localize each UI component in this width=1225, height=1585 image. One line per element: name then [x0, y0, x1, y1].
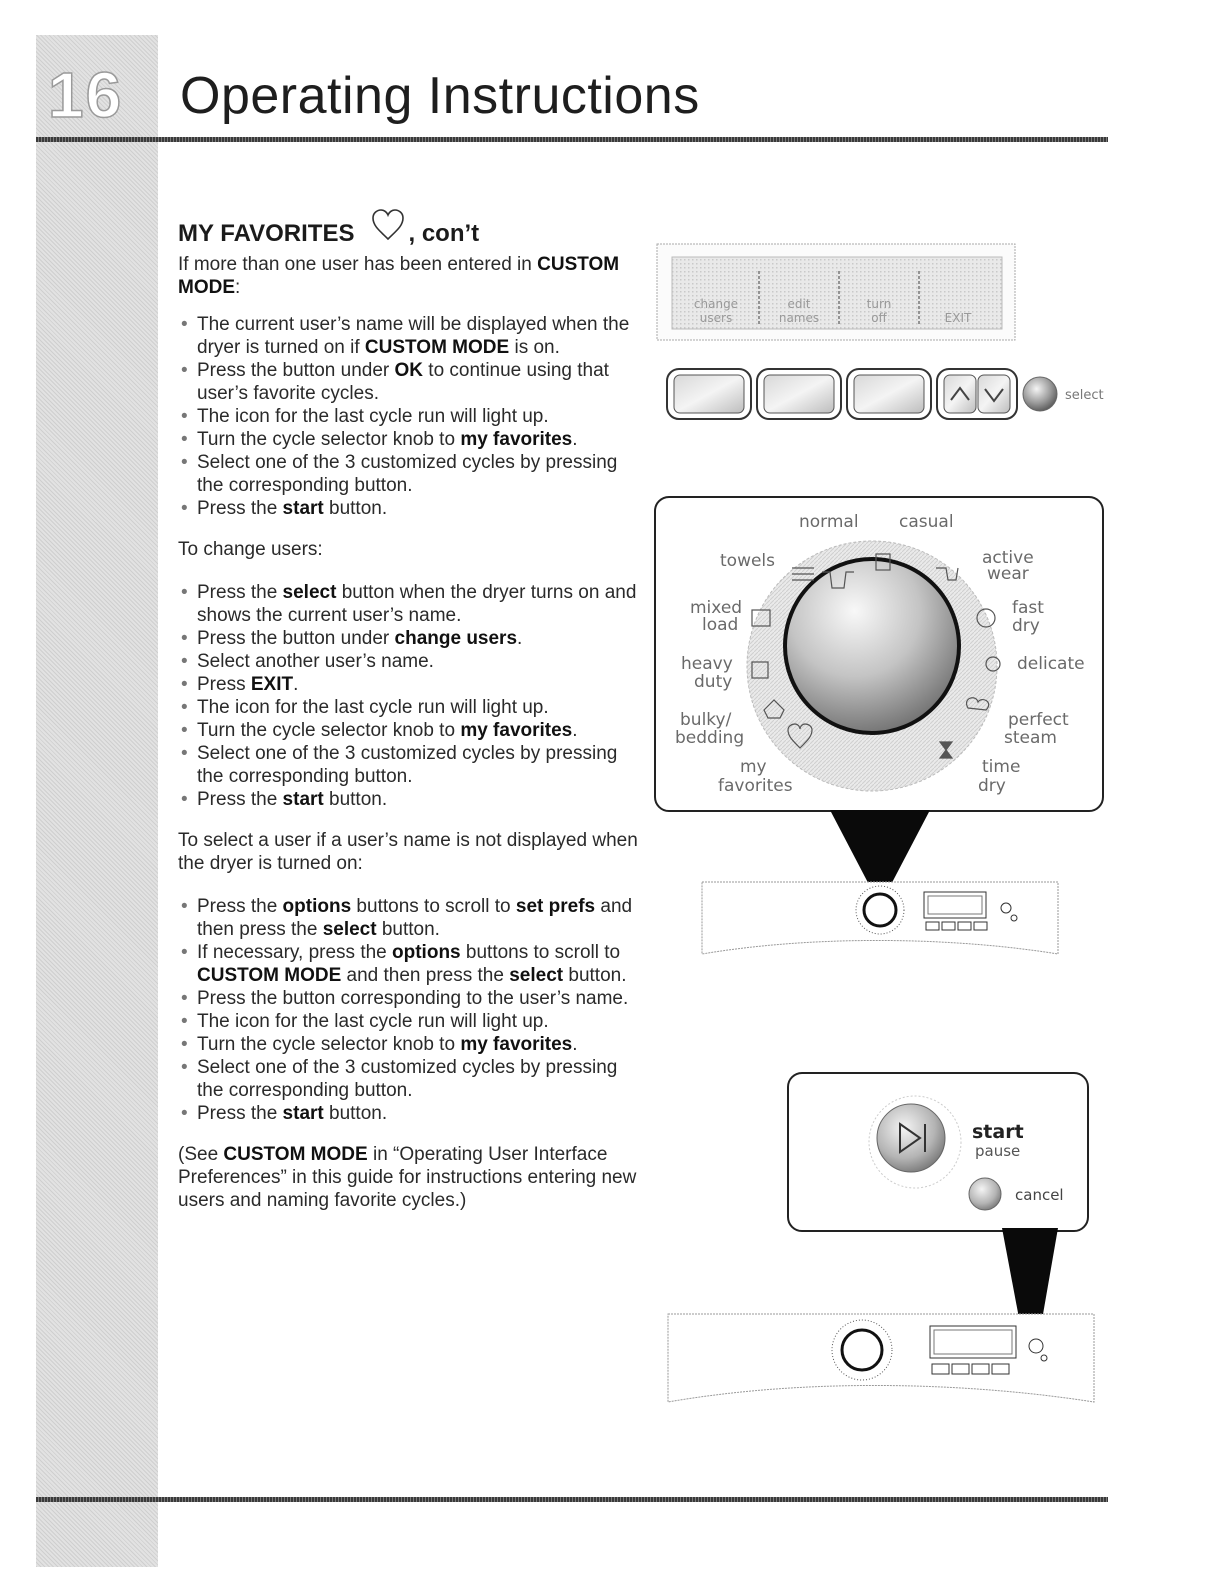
intro-paragraph: If more than one user has been entered in CUSTOM MODE: — [178, 254, 620, 298]
option-edit-names-l1: edit — [787, 297, 811, 311]
label-time-dry: dry — [978, 776, 1006, 796]
start-pause-button[interactable] — [877, 1104, 945, 1172]
change-users-list — [178, 581, 638, 811]
label-bedding: bedding — [675, 728, 745, 748]
current-user-list — [178, 313, 638, 520]
option-edit-names-l2: names — [778, 311, 820, 325]
header-rule — [36, 137, 1108, 142]
pause-label: pause — [975, 1142, 1021, 1160]
select-user-heading: To select a user if a user’s name is not displayed when the dryer is turned on: — [178, 830, 638, 874]
label-duty: duty — [694, 672, 733, 692]
label-bulky: bulky/ — [680, 710, 732, 730]
option-exit: EXIT — [944, 311, 972, 325]
list-item: • Press the button under change users. — [178, 627, 638, 650]
section-heading — [178, 205, 638, 245]
change-users-heading: To change users: — [178, 539, 323, 560]
start-label: start — [972, 1121, 1024, 1143]
select-label: select — [1065, 388, 1104, 403]
list-item: • The icon for the last cycle run will light up. — [178, 405, 638, 428]
label-delicate: delicate — [1017, 654, 1085, 674]
list-item: • Turn the cycle selector knob to my favorites. — [178, 1033, 638, 1056]
label-casual: casual — [899, 512, 954, 532]
list-item: • Select another user’s name. — [178, 650, 638, 673]
label-normal: normal — [799, 512, 859, 532]
list-item: • Turn the cycle selector knob to my favorites. — [178, 428, 638, 451]
cancel-button[interactable] — [969, 1178, 1001, 1210]
list-item: • Press the start button. — [178, 788, 638, 811]
page-sidebar — [36, 35, 158, 1567]
list-item: • The current user’s name will be displayed when the dryer is turned on if CUSTOM MODE is on. — [178, 313, 638, 359]
label-heavy: heavy — [681, 654, 733, 674]
instructions-column — [178, 205, 638, 1226]
cycle-selector-dial — [654, 496, 1104, 812]
label-steam: steam — [1004, 728, 1057, 748]
option-button-1[interactable] — [667, 369, 751, 419]
select-button[interactable] — [1023, 377, 1057, 411]
page-title: Operating Instructions — [180, 67, 700, 125]
label-mixed: mixed — [690, 598, 743, 618]
list-item: • Press the start button. — [178, 1102, 638, 1125]
option-button-3[interactable] — [847, 369, 931, 419]
heart-icon — [370, 207, 406, 243]
option-turn-off-l2: off — [871, 311, 887, 325]
control-panel-overview-2 — [666, 1308, 1096, 1408]
lcd-display — [656, 243, 1016, 341]
option-change-users-l2: users — [699, 311, 733, 325]
list-item: • Turn the cycle selector knob to my favorites. — [178, 719, 638, 742]
list-item: • If necessary, press the options buttons to scroll to CUSTOM MODE and then press the select button. — [178, 941, 638, 987]
list-item: • Press EXIT. — [178, 673, 638, 696]
option-button-2[interactable] — [757, 369, 841, 419]
label-load: load — [702, 615, 739, 635]
dial-knob[interactable] — [785, 559, 959, 733]
list-item: • Press the button under OK to continue using that user’s favorite cycles. — [178, 359, 638, 405]
closing-paragraph: (See CUSTOM MODE in “Operating User Interface Preferences” in this guide for instructions entering new users and naming favorite cycles.) — [178, 1144, 637, 1211]
label-dry: dry — [1012, 616, 1040, 636]
list-item: • Press the options buttons to scroll to set prefs and then press the select button. — [178, 895, 638, 941]
label-my: my — [740, 757, 767, 777]
label-wear: wear — [987, 564, 1029, 584]
list-item: • Press the select button when the dryer turns on and shows the current user’s name. — [178, 581, 638, 627]
list-item: • Press the start button. — [178, 497, 638, 520]
label-time: time — [982, 757, 1021, 777]
label-favorites: favorites — [718, 776, 793, 796]
list-item: • Select one of the 3 customized cycles by pressing the corresponding button. — [178, 1056, 638, 1102]
option-change-users-l1: change — [693, 297, 739, 311]
control-panel-overview — [700, 878, 1060, 960]
cancel-label: cancel — [1015, 1186, 1064, 1204]
list-item: • Select one of the 3 customized cycles by pressing the corresponding button. — [178, 742, 638, 788]
label-active: active — [982, 548, 1034, 568]
label-fast: fast — [1012, 598, 1044, 618]
list-item: • The icon for the last cycle run will light up. — [178, 696, 638, 719]
option-buttons-row — [665, 366, 1110, 421]
select-user-list — [178, 895, 638, 1125]
list-item: • The icon for the last cycle run will light up. — [178, 1010, 638, 1033]
heading-suffix: , con’t — [408, 220, 480, 247]
scroll-buttons[interactable] — [937, 369, 1017, 419]
list-item: • Press the button corresponding to the user’s name. — [178, 987, 638, 1010]
page-number: 16 — [48, 59, 124, 131]
label-towels: towels — [720, 551, 776, 571]
label-perfect: perfect — [1008, 710, 1069, 730]
heading-text: MY FAVORITES — [178, 220, 355, 247]
option-turn-off-l1: turn — [866, 297, 892, 311]
list-item: • Select one of the 3 customized cycles by pressing the corresponding button. — [178, 451, 638, 497]
footer-rule — [36, 1497, 1108, 1502]
start-cancel-panel — [787, 1072, 1089, 1232]
